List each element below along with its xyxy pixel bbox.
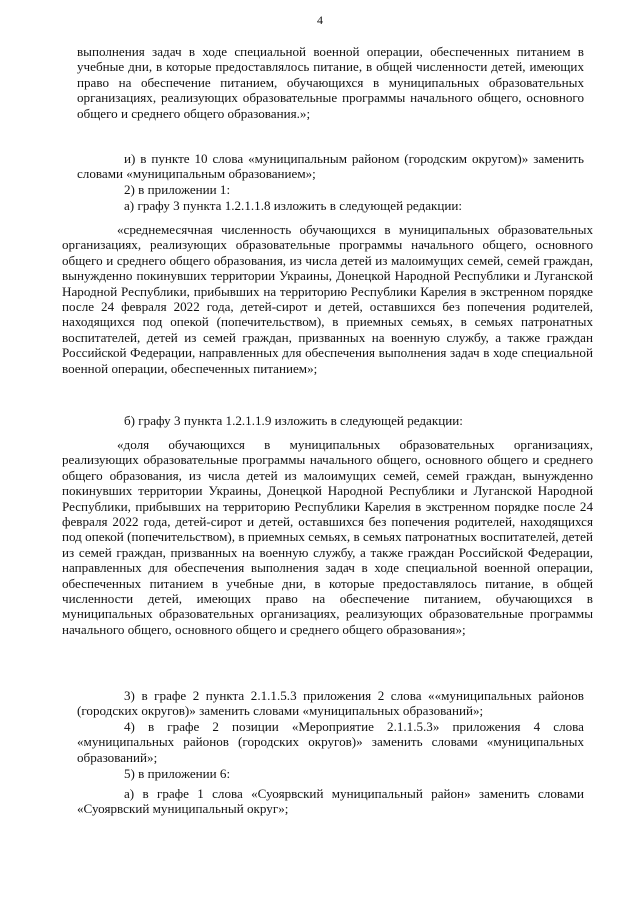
quoted-text-1-2-1-1-9: «доля обучающихся в муниципальных образовательных организациях, реализующих образовательные программы начального общего, основного общего и среднего общего образования, из числа детей из малоимущих семей, семей граждан, вынужденно покинувших территории Украины, Донецкой Народной Республики и Луганской Народной Республики, прибывших на территорию Республики Карелия в экстренном порядке после 24 февраля 2022 года, детей-сирот и детей, оставшихся без попечения родителей, находящихся под опекой (попечительством), в приемных семьях, в семьях патронатных воспитателей, детей из семей граждан, призванных на военную службу, а также граждан Российской Федерации, направленных для обеспечения выполнения задач в ходе специальной военной операции, обеспеченных питанием в учебные дни, в которые предоставлялось питание, в общей численности детей, имеющих право на обеспечение питанием, обучающихся в муниципальных образовательных организациях, реализующих образовательные программы начального общего, основного общего и среднего общего образования»; xyxy=(62,437,593,637)
quoted-text-1-2-1-1-8: «среднемесячная численность обучающихся в муниципальных образовательных организациях, реализующих образовательные программы начального общего, основного общего и среднего общего образования, из числа детей из малоимущих семей, семей граждан, вынужденно покинувших территории Украины, Донецкой Народной Республики и Луганской Народной Республики, прибывших на территорию Республики Карелия в экстренном порядке после 24 февраля 2022 года, детей-сирот и детей, оставшихся без попечения родителей, находящихся под опекой (попечительством), в приемных семьях, в семьях патронатных воспитателей, детей из семей граждан, призванных на военную службу, а также граждан Российской Федерации, направленных для обеспечения выполнения задач в ходе специальной военной операции, обеспеченных питанием»; xyxy=(62,222,593,376)
paragraph-item-5a: а) в графе 1 слова «Суоярвский муниципальный район» заменить словами «Суоярвский муниципальный округ»; xyxy=(77,786,584,817)
paragraph-continuation: выполнения задач в ходе специальной военной операции, обеспеченных питанием в учебные дни, в которые предоставлялось питание, в общей численности детей, имеющих право на обеспечение питанием, обучающихся в муниципальных образовательных организациях, реализующих образовательные программы начального общего, основного общего и среднего общего образования.»; xyxy=(77,44,584,121)
paragraph-item-5: 5) в приложении 6: xyxy=(124,766,231,781)
paragraph-item-2b: б) графу 3 пункта 1.2.1.1.9 изложить в следующей редакции: xyxy=(124,413,463,428)
paragraph-item-4: 4) в графе 2 позиции «Мероприятие 2.1.1.5.3» приложения 4 слова «муниципальных районов (городских округов)» заменить словами «муниципальных образований»; xyxy=(77,719,584,765)
paragraph-item-3: 3) в графе 2 пункта 2.1.1.5.3 приложения 2 слова ««муниципальных районов (городских округов)» заменить словами «муниципальных образований»; xyxy=(77,688,584,719)
paragraph-item-2a: а) графу 3 пункта 1.2.1.1.8 изложить в следующей редакции: xyxy=(124,198,463,213)
paragraph-item-2: 2) в приложении 1: xyxy=(124,182,231,197)
paragraph-item-i: и) в пункте 10 слова «муниципальным районом (городским округом)» заменить словами «муниципальным образованием»; xyxy=(77,151,584,182)
page-number: 4 xyxy=(317,13,323,27)
